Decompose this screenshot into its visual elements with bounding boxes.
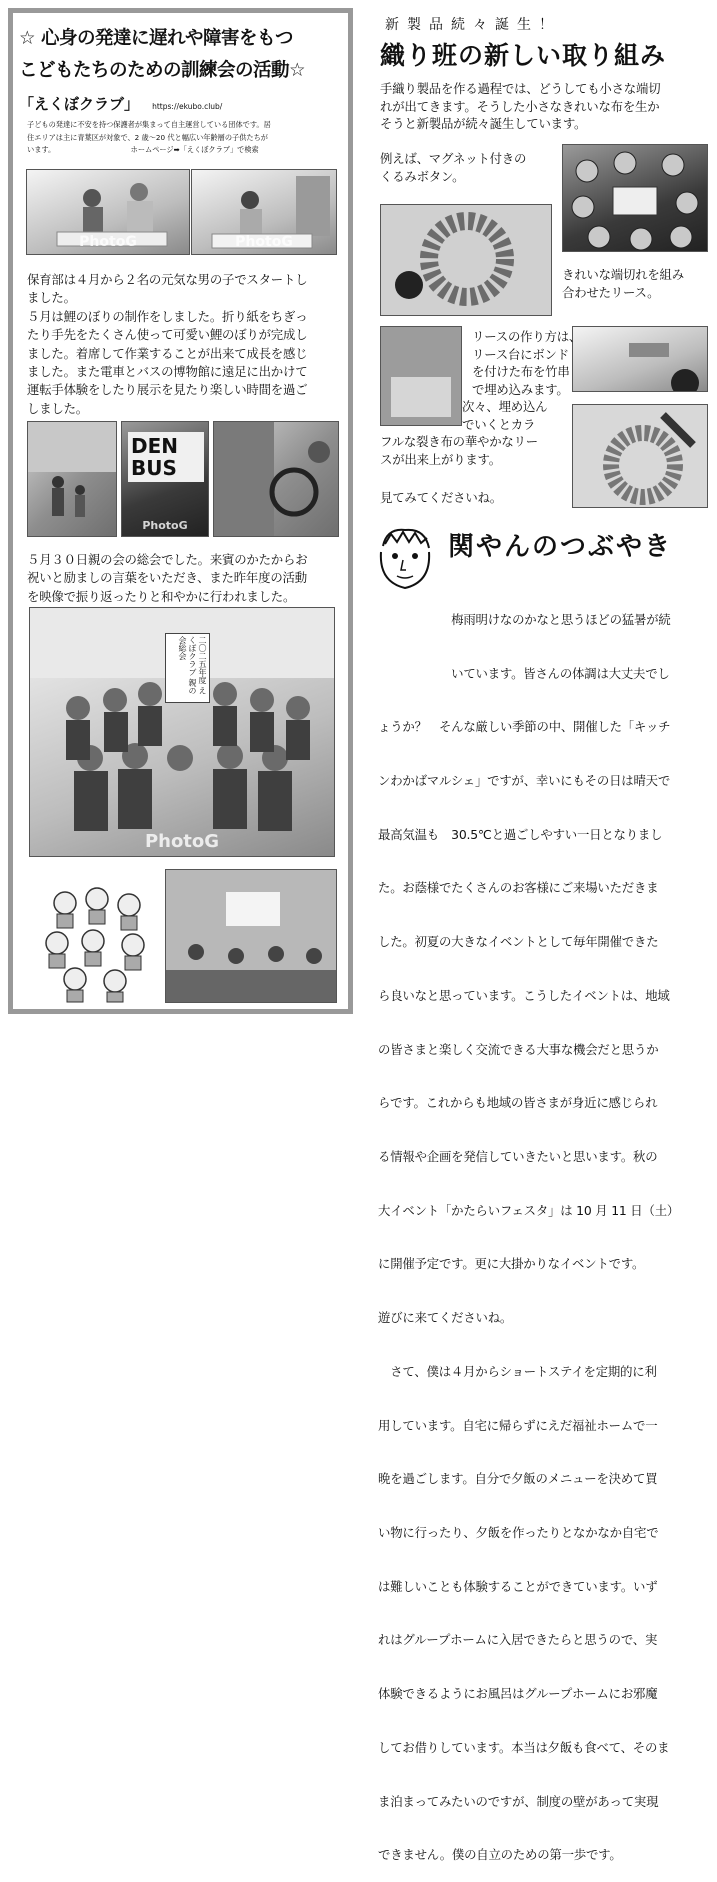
bus-sign-line: BUS <box>131 456 177 480</box>
club-header <box>19 93 349 115</box>
paragraph-line: ました。また電車とバスの博物館に遠足に出かけて <box>27 364 308 380</box>
howto-paragraph-top <box>472 328 652 398</box>
group-photo <box>29 607 335 857</box>
left-article-frame <box>8 8 353 1014</box>
club-name: 「えくぼクラブ」 <box>19 95 140 113</box>
closing-line: 見てみてくださいね。 <box>380 490 502 505</box>
howto-paragraph-middle <box>462 398 582 433</box>
den-bus-photo <box>121 421 209 537</box>
bus-driver-photo <box>213 421 339 537</box>
paragraph-line: ５月は鯉のぼりの制作をしました。折り紙をちぎっ <box>27 308 308 324</box>
koinobori-photo-2 <box>191 169 337 255</box>
paragraph-line: そうと新製品が続々誕生しています。 <box>380 116 587 131</box>
photo-watermark: PhotoG <box>79 234 137 250</box>
paragraph-line: 用しています。自宅に帰らずにえだ福祉ホームで一 <box>378 1417 658 1433</box>
paragraph-line: 保育部は４月から２名の元気な男の子でスタートし <box>27 272 308 287</box>
museum-photo-1 <box>27 421 117 537</box>
paragraph-line: してお借りしています。本当は夕飯も食べて、そのま <box>378 1739 670 1755</box>
paragraph-line: 梅雨明けなのかなと思うほどの猛暑が続 <box>378 611 671 627</box>
paragraph-line: を付けた布を竹串 <box>472 364 570 379</box>
tsubuyaki-body <box>378 575 712 1882</box>
paragraph-line: できません。僕の自立のための第一歩です。 <box>378 1847 622 1863</box>
paragraph-line: は難しいことも体験することができています。いず <box>378 1578 658 1594</box>
wreath-making-photo-1 <box>380 326 462 426</box>
paragraph-line: 祝いと励ましの言葉をいただき、また昨年度の活動 <box>27 570 307 586</box>
tsubuyaki-title: 関やんのつぶやき <box>448 532 673 562</box>
finished-wreath-photo <box>572 404 708 508</box>
title-line-1: ☆ 心身の発達に遅れや障害をもつ <box>19 28 294 49</box>
wreath-photo <box>380 204 552 316</box>
koinobori-photo-1 <box>26 169 190 255</box>
button-caption <box>380 150 560 185</box>
club-desc-line: 子どもの発達に不安を持つ保護者が集まって自主運営している団体です。居 <box>27 120 271 129</box>
den-bus-sign <box>128 432 204 482</box>
paragraph-line: くるみボタン。 <box>380 168 465 184</box>
bus-sign-line: DEN <box>131 434 179 458</box>
paragraph-line: 体験できるようにお風呂はグループホームにお邪魔 <box>378 1686 658 1702</box>
paragraph-line: れが出てきます。そうした小さなきれいな布を生か <box>380 98 660 114</box>
classroom-photo <box>165 869 337 1003</box>
paragraph-line: 最高気温も 30.5℃と過ごしやすい一日となりまし <box>378 826 663 842</box>
paragraph-line: に開催予定です。更に大掛かりなイベントです。 <box>378 1256 645 1272</box>
club-desc-line: 住エリアは主に青葉区が対象で、2 歳～20 代と幅広い年齢層の子供たちが <box>27 132 268 142</box>
new-products-heading: 新製品続々誕生！ <box>385 17 561 33</box>
photo-watermark: PhotoG <box>142 519 188 532</box>
paragraph-line: ました。着席して作業することが出来て成長を感じ <box>27 345 308 361</box>
paragraph-line: を映像で振り返ったりと和やかに行われました。 <box>27 588 296 604</box>
title-line-2: こどもたちのための訓練会の活動☆ <box>19 60 306 81</box>
paragraph-line: 遊びに来てくださいね。 <box>378 1310 513 1326</box>
paragraph-line: で埋め込みます。 <box>472 381 569 397</box>
club-description <box>27 119 345 157</box>
paragraph-line: 合わせたリース。 <box>562 284 660 300</box>
general-meeting-paragraph <box>27 551 351 606</box>
meeting-banner: 二〇二五年度 えくぼクラブ 親の会総会 <box>165 633 210 703</box>
paragraph-line: た。お蔭様でたくさんのお客様にご来場いただきま <box>378 880 659 896</box>
paragraph-line: 運転手体験をしたり展示を見たり楽しい時間を過ご <box>27 382 308 398</box>
paragraph-line: ま泊まってみたいのですが、制度の壁があって実現 <box>378 1793 659 1809</box>
paragraph-line: スが出来上がります。 <box>380 451 501 467</box>
oribann-intro <box>380 80 710 133</box>
children-illustration <box>35 881 155 1003</box>
paragraph-line: いています。皆さんの体調は大丈夫でし <box>378 665 670 681</box>
howto-paragraph-bottom <box>380 433 580 468</box>
paragraph-line: ンわかばマルシェ」ですが、幸いにもその日は晴天で <box>378 772 671 788</box>
paragraph-line: らです。これからも地域の皆さまが身近に感じられ <box>378 1095 658 1111</box>
paragraph-line: でいくとカラ <box>462 416 536 432</box>
paragraph-line: 次々、埋め込ん <box>462 399 548 414</box>
paragraph-line: リースの作り方は、 <box>472 329 582 344</box>
paragraph-line: リース台にボンド <box>472 346 569 362</box>
paragraph-line: しました。 <box>27 400 88 416</box>
photo-watermark: PhotoG <box>235 234 293 250</box>
paragraph-line: る情報や企画を発信していきたいと思います。秋の <box>378 1149 658 1164</box>
photo-watermark: PhotoG <box>144 831 220 852</box>
paragraph-line: ら良いなと思っています。こうしたイベントは、地域 <box>378 987 670 1003</box>
paragraph-line: フルな裂き布の華やかなリー <box>380 434 538 449</box>
magnet-buttons-photo <box>562 144 708 252</box>
paragraph-line: ました。 <box>27 290 76 306</box>
oribann-title: 織り班の新しい取り組み <box>380 41 667 70</box>
paragraph-line: した。初夏の大きなイベントとして毎年開催できた <box>378 934 659 950</box>
article-title <box>19 23 349 87</box>
paragraph-line: れはグループホームに入居できたらと思うので、実 <box>378 1632 658 1648</box>
wreath-caption <box>562 266 712 301</box>
paragraph-line: 大イベント「かたらいフェスタ」は 10 月 11 日（土） <box>378 1202 680 1218</box>
paragraph-line: さて、僕は４月からショートステイを定期的に利 <box>378 1363 657 1379</box>
paragraph-line: ょうか？ そんな厳しい季節の中、開催した「キッチ <box>378 719 671 735</box>
paragraph-line: きれいな端切れを組み <box>562 267 684 282</box>
paragraph-line: ５月３０日親の会の総会でした。来賓のかたからお <box>27 552 308 567</box>
club-desc-line: います。 ホームページ➡「えくぼクラブ」で検索 <box>27 145 259 154</box>
paragraph-line: 手織り製品を作る過程では、どうしても小さな端切 <box>380 81 661 96</box>
paragraph-line: 例えば、マグネット付きの <box>380 151 527 166</box>
paragraph-line: たり手先をたくさん使って可愛い鯉のぼりが完成し <box>27 327 308 343</box>
club-url[interactable]: https://ekubo.club/ <box>152 102 223 111</box>
hoikubu-paragraph <box>27 271 351 418</box>
paragraph-line: 晩を過ごします。自分で夕飯のメニューを決めて買 <box>378 1471 658 1487</box>
paragraph-line: の皆さまと楽しく交流できる大事な機会だと思うか <box>378 1041 659 1057</box>
paragraph-line: い物に行ったり、夕飯を作ったりとなかなか自宅で <box>378 1525 659 1541</box>
